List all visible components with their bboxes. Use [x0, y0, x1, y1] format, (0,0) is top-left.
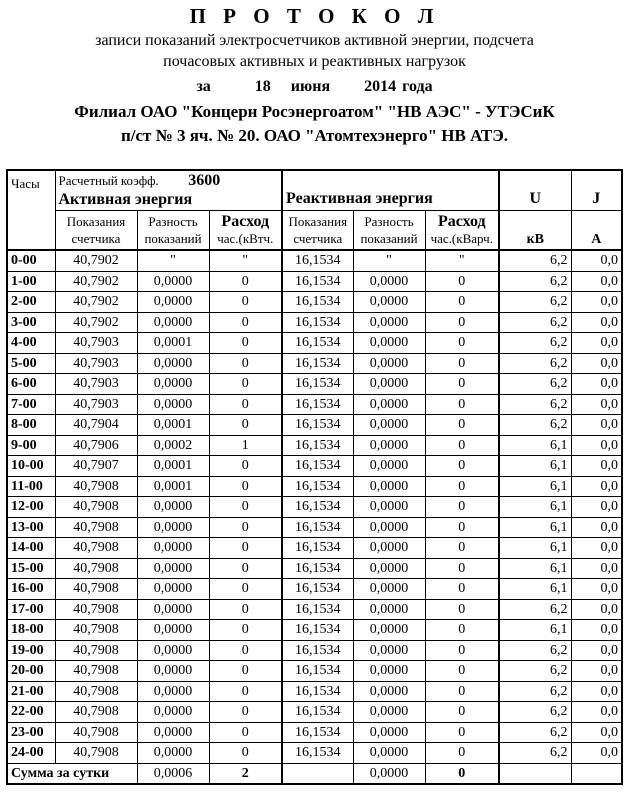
j-cell: 0,0	[571, 579, 622, 600]
reactive-diff-cell: 0,0000	[353, 681, 425, 702]
reactive-consumption-cell: 0	[425, 661, 499, 682]
u-cell: 6,2	[499, 292, 571, 313]
table-body	[7, 250, 622, 763]
reactive-reading-cell: 16,1534	[282, 456, 353, 477]
reactive-consumption-cell: 0	[425, 271, 499, 292]
total-reactive-diff: 0,0000	[353, 763, 425, 784]
table-row	[7, 743, 622, 764]
active-consumption-cell: 0	[209, 599, 282, 620]
coef-label: Расчетный коэфф.	[58, 173, 159, 188]
active-consumption-cell: 0	[209, 353, 282, 374]
document-title: П Р О Т О К О Л	[189, 4, 440, 28]
active-consumption-cell: 0	[209, 497, 282, 518]
u-cell: 6,2	[499, 722, 571, 743]
u-cell: 6,2	[499, 271, 571, 292]
active-diff-cell: 0,0000	[137, 579, 209, 600]
active-reading-cell: 40,7908	[55, 681, 137, 702]
j-cell: 0,0	[571, 743, 622, 764]
u-cell: 6,2	[499, 333, 571, 354]
reactive-energy-header: Реактивная энергия	[282, 170, 499, 211]
active-consumption-cell: 0	[209, 476, 282, 497]
reactive-consumption-cell: 0	[425, 456, 499, 477]
j-header: J	[571, 170, 622, 211]
hour-cell: 7-00	[7, 394, 55, 415]
active-diff-cell: 0,0000	[137, 394, 209, 415]
reactive-consumption-cell: 0	[425, 292, 499, 313]
j-cell: 0,0	[571, 702, 622, 723]
table-row	[7, 250, 622, 271]
branch-line: Филиал ОАО "Концерн Росэнергоатом" "НВ АЭС" - УТЭСиК	[74, 102, 555, 121]
total-j	[571, 763, 622, 784]
j-cell: 0,0	[571, 312, 622, 333]
active-reading-cell: 40,7904	[55, 415, 137, 436]
active-diff-cell: 0,0000	[137, 620, 209, 641]
substation-line: п/ст № 3 яч. № 20. ОАО "Атомтехэнерго" НВ АТЭ.	[120, 126, 509, 145]
total-active-diff: 0,0006	[137, 763, 209, 784]
u-cell: 6,2	[499, 743, 571, 764]
j-cell: 0,0	[571, 517, 622, 538]
reactive-reading-cell: 16,1534	[282, 353, 353, 374]
j-cell: 0,0	[571, 353, 622, 374]
reactive-diff-cell: 0,0000	[353, 722, 425, 743]
total-reactive-readings	[282, 763, 353, 784]
reactive-diff-cell: 0,0000	[353, 620, 425, 641]
active-reading-cell: 40,7906	[55, 435, 137, 456]
table-row	[7, 702, 622, 723]
j-cell: 0,0	[571, 722, 622, 743]
reactive-consumption-cell: 0	[425, 517, 499, 538]
hour-cell: 12-00	[7, 497, 55, 518]
j-cell: 0,0	[571, 661, 622, 682]
u-cell: 6,1	[499, 435, 571, 456]
active-reading-cell: 40,7903	[55, 353, 137, 374]
active-diff-cell: 0,0000	[137, 661, 209, 682]
u-cell: 6,1	[499, 517, 571, 538]
hour-cell: 23-00	[7, 722, 55, 743]
date-year: 2014 года	[364, 78, 433, 95]
hour-cell: 21-00	[7, 681, 55, 702]
u-cell: 6,2	[499, 353, 571, 374]
reactive-consumption-cell: 0	[425, 497, 499, 518]
active-diff-cell: 0,0000	[137, 702, 209, 723]
active-consumption-cell: 0	[209, 271, 282, 292]
active-diff-cell: 0,0000	[137, 517, 209, 538]
active-reading-cell: 40,7902	[55, 271, 137, 292]
hour-cell: 19-00	[7, 640, 55, 661]
hour-cell: 9-00	[7, 435, 55, 456]
hour-cell: 20-00	[7, 661, 55, 682]
reactive-diff-cell: 0,0000	[353, 292, 425, 313]
active-reading-cell: 40,7908	[55, 599, 137, 620]
active-reading-cell: 40,7903	[55, 333, 137, 354]
u-cell: 6,1	[499, 620, 571, 641]
table-row	[7, 661, 622, 682]
reactive-reading-cell: 16,1534	[282, 415, 353, 436]
active-reading-cell: 40,7908	[55, 558, 137, 579]
reactive-consumption-header	[425, 211, 499, 251]
reactive-consumption-bold: Расход	[437, 213, 486, 230]
active-consumption-header	[209, 211, 282, 251]
active-consumption-cell: 0	[209, 579, 282, 600]
active-reading-cell: 40,7903	[55, 374, 137, 395]
active-diff-cell: 0,0001	[137, 333, 209, 354]
hour-cell: 18-00	[7, 620, 55, 641]
j-cell: 0,0	[571, 292, 622, 313]
reactive-consumption-cell: 0	[425, 681, 499, 702]
hour-cell: 17-00	[7, 599, 55, 620]
j-unit: А	[571, 211, 622, 251]
u-cell: 6,2	[499, 661, 571, 682]
reactive-diff-cell: 0,0000	[353, 702, 425, 723]
reactive-consumption-cell: 0	[425, 374, 499, 395]
active-diff-cell: 0,0000	[137, 558, 209, 579]
reactive-diff-cell: 0,0000	[353, 640, 425, 661]
reactive-reading-cell: 16,1534	[282, 374, 353, 395]
active-diff-cell: 0,0000	[137, 681, 209, 702]
active-diff-cell: 0,0000	[137, 640, 209, 661]
hour-cell: 15-00	[7, 558, 55, 579]
j-cell: 0,0	[571, 271, 622, 292]
active-readings-header	[55, 211, 137, 251]
j-cell: 0,0	[571, 558, 622, 579]
hour-cell: 22-00	[7, 702, 55, 723]
reactive-diff-cell: 0,0000	[353, 394, 425, 415]
u-cell: 6,2	[499, 681, 571, 702]
active-reading-cell: 40,7908	[55, 579, 137, 600]
active-diff-cell: 0,0000	[137, 497, 209, 518]
reactive-diff-cell: 0,0000	[353, 661, 425, 682]
reactive-reading-cell: 16,1534	[282, 271, 353, 292]
u-cell: 6,2	[499, 250, 571, 271]
active-energy-title: Активная энергия	[58, 191, 193, 208]
j-cell: 0,0	[571, 374, 622, 395]
j-cell: 0,0	[571, 620, 622, 641]
reactive-consumption-cell: 0	[425, 415, 499, 436]
reactive-consumption-cell: 0	[425, 312, 499, 333]
reactive-consumption-cell: 0	[425, 538, 499, 559]
reactive-reading-cell: 16,1534	[282, 599, 353, 620]
reactive-consumption-cell: 0	[425, 579, 499, 600]
u-cell: 6,2	[499, 640, 571, 661]
active-consumption-cell: 0	[209, 558, 282, 579]
u-cell: 6,2	[499, 394, 571, 415]
u-header: U	[499, 170, 571, 211]
readings-table	[6, 169, 623, 785]
coef-value: 3600	[188, 172, 221, 189]
document-subtitle-line1: записи показаний электросчетчиков активной энергии, подсчета	[95, 32, 534, 49]
table-row	[7, 517, 622, 538]
reactive-consumption-cell: 0	[425, 722, 499, 743]
reactive-reading-cell: 16,1534	[282, 517, 353, 538]
table-row	[7, 394, 622, 415]
table-row	[7, 640, 622, 661]
reactive-reading-cell: 16,1534	[282, 722, 353, 743]
u-cell: 6,1	[499, 538, 571, 559]
table-row	[7, 681, 622, 702]
reactive-consumption-cell: 0	[425, 394, 499, 415]
hour-cell: 4-00	[7, 333, 55, 354]
reactive-diff-cell: 0,0000	[353, 558, 425, 579]
reactive-reading-cell: 16,1534	[282, 538, 353, 559]
j-cell: 0,0	[571, 250, 622, 271]
active-reading-cell: 40,7903	[55, 394, 137, 415]
active-reading-cell: 40,7902	[55, 250, 137, 271]
active-diff-cell: 0,0000	[137, 374, 209, 395]
active-consumption-cell: "	[209, 250, 282, 271]
total-u	[499, 763, 571, 784]
reactive-consumption-cell: "	[425, 250, 499, 271]
reactive-consumption-cell: 0	[425, 640, 499, 661]
reactive-consumption-cell: 0	[425, 743, 499, 764]
hour-cell: 1-00	[7, 271, 55, 292]
reactive-reading-cell: 16,1534	[282, 312, 353, 333]
j-cell: 0,0	[571, 599, 622, 620]
u-cell: 6,2	[499, 312, 571, 333]
active-consumption-cell: 0	[209, 661, 282, 682]
j-cell: 0,0	[571, 456, 622, 477]
reactive-reading-cell: 16,1534	[282, 558, 353, 579]
table-row	[7, 374, 622, 395]
u-cell: 6,1	[499, 497, 571, 518]
table-row	[7, 312, 622, 333]
u-cell: 6,1	[499, 579, 571, 600]
reactive-diff-cell: "	[353, 250, 425, 271]
active-reading-cell: 40,7908	[55, 620, 137, 641]
reactive-consumption-cell: 0	[425, 558, 499, 579]
reactive-consumption-cell: 0	[425, 476, 499, 497]
active-diff-header: Разность показаний	[137, 211, 209, 251]
table-row	[7, 579, 622, 600]
active-consumption-cell: 0	[209, 312, 282, 333]
reactive-diff-cell: 0,0000	[353, 271, 425, 292]
reactive-reading-cell: 16,1534	[282, 579, 353, 600]
reactive-diff-cell: 0,0000	[353, 312, 425, 333]
active-diff-cell: 0,0002	[137, 435, 209, 456]
reactive-reading-cell: 16,1534	[282, 497, 353, 518]
j-cell: 0,0	[571, 640, 622, 661]
active-diff-cell: 0,0000	[137, 722, 209, 743]
date-za: за	[196, 78, 211, 95]
hour-cell: 16-00	[7, 579, 55, 600]
reactive-consumption-cell: 0	[425, 333, 499, 354]
total-reactive-consumption: 0	[425, 763, 499, 784]
hour-cell: 14-00	[7, 538, 55, 559]
table-row	[7, 538, 622, 559]
active-diff-cell: 0,0000	[137, 271, 209, 292]
table-row	[7, 456, 622, 477]
reactive-diff-cell: 0,0000	[353, 497, 425, 518]
reactive-consumption-cell: 0	[425, 702, 499, 723]
table-row	[7, 722, 622, 743]
active-diff-cell: 0,0001	[137, 415, 209, 436]
active-reading-cell: 40,7908	[55, 661, 137, 682]
reactive-consumption-cell: 0	[425, 599, 499, 620]
reactive-reading-cell: 16,1534	[282, 292, 353, 313]
table-row	[7, 476, 622, 497]
reactive-reading-cell: 16,1534	[282, 435, 353, 456]
reactive-diff-cell: 0,0000	[353, 353, 425, 374]
active-diff-cell: "	[137, 250, 209, 271]
active-diff-cell: 0,0001	[137, 476, 209, 497]
active-reading-cell: 40,7908	[55, 743, 137, 764]
date-day: 18	[254, 78, 271, 95]
reactive-diff-cell: 0,0000	[353, 538, 425, 559]
document-subtitle-line2: почасовых активных и реактивных нагрузок	[163, 53, 466, 70]
table-row	[7, 353, 622, 374]
active-consumption-bold: Расход	[221, 213, 270, 230]
active-reading-cell: 40,7908	[55, 497, 137, 518]
table-row	[7, 497, 622, 518]
j-cell: 0,0	[571, 538, 622, 559]
u-cell: 6,1	[499, 558, 571, 579]
active-energy-header	[55, 170, 282, 211]
reactive-reading-cell: 16,1534	[282, 661, 353, 682]
j-cell: 0,0	[571, 415, 622, 436]
table-row	[7, 333, 622, 354]
u-cell: 6,1	[499, 476, 571, 497]
active-diff-cell: 0,0001	[137, 456, 209, 477]
active-diff-cell: 0,0000	[137, 538, 209, 559]
table-row	[7, 292, 622, 313]
reactive-reading-cell: 16,1534	[282, 333, 353, 354]
active-consumption-cell: 0	[209, 394, 282, 415]
active-reading-cell: 40,7908	[55, 722, 137, 743]
active-reading-cell: 40,7908	[55, 702, 137, 723]
reactive-reading-cell: 16,1534	[282, 620, 353, 641]
active-consumption-cell: 0	[209, 538, 282, 559]
j-cell: 0,0	[571, 497, 622, 518]
j-cell: 0,0	[571, 394, 622, 415]
reactive-reading-cell: 16,1534	[282, 743, 353, 764]
active-reading-cell: 40,7902	[55, 292, 137, 313]
active-consumption-cell: 0	[209, 333, 282, 354]
date-line	[0, 77, 629, 97]
reactive-diff-cell: 0,0000	[353, 456, 425, 477]
active-consumption-cell: 0	[209, 722, 282, 743]
j-cell: 0,0	[571, 476, 622, 497]
active-consumption-cell: 0	[209, 517, 282, 538]
reactive-reading-cell: 16,1534	[282, 640, 353, 661]
active-consumption-cell: 0	[209, 702, 282, 723]
hour-cell: 11-00	[7, 476, 55, 497]
active-reading-cell: 40,7908	[55, 517, 137, 538]
reactive-diff-cell: 0,0000	[353, 476, 425, 497]
reactive-consumption-cell: 0	[425, 353, 499, 374]
reactive-reading-cell: 16,1534	[282, 681, 353, 702]
reactive-diff-cell: 0,0000	[353, 599, 425, 620]
active-reading-cell: 40,7908	[55, 640, 137, 661]
active-diff-cell: 0,0000	[137, 353, 209, 374]
hour-cell: 0-00	[7, 250, 55, 271]
active-consumption-cell: 0	[209, 456, 282, 477]
hour-cell: 24-00	[7, 743, 55, 764]
reactive-diff-cell: 0,0000	[353, 374, 425, 395]
total-label: Сумма за сутки	[7, 763, 137, 784]
hour-cell: 8-00	[7, 415, 55, 436]
u-cell: 6,2	[499, 415, 571, 436]
active-consumption-cell: 1	[209, 435, 282, 456]
reactive-readings-header: Показания счетчика	[282, 211, 353, 251]
reactive-diff-cell: 0,0000	[353, 579, 425, 600]
reactive-consumption-cell: 0	[425, 435, 499, 456]
active-reading-cell: 40,7908	[55, 476, 137, 497]
hour-cell: 13-00	[7, 517, 55, 538]
u-cell: 6,2	[499, 702, 571, 723]
active-consumption-cell: 0	[209, 620, 282, 641]
reactive-reading-cell: 16,1534	[282, 250, 353, 271]
reactive-diff-header: Разность показаний	[353, 211, 425, 251]
u-cell: 6,1	[499, 456, 571, 477]
reactive-consumption-cell: 0	[425, 620, 499, 641]
hour-cell: 2-00	[7, 292, 55, 313]
j-cell: 0,0	[571, 435, 622, 456]
hours-header: Часы	[7, 170, 55, 250]
j-cell: 0,0	[571, 333, 622, 354]
table-row	[7, 271, 622, 292]
active-consumption-cell: 0	[209, 415, 282, 436]
hour-cell: 5-00	[7, 353, 55, 374]
hour-cell: 6-00	[7, 374, 55, 395]
date-month: июня	[290, 78, 331, 95]
reactive-diff-cell: 0,0000	[353, 517, 425, 538]
active-diff-cell: 0,0000	[137, 743, 209, 764]
total-active-consumption: 2	[209, 763, 282, 784]
table-row	[7, 558, 622, 579]
table-row	[7, 599, 622, 620]
u-cell: 6,2	[499, 374, 571, 395]
hour-cell: 3-00	[7, 312, 55, 333]
active-consumption-cell: 0	[209, 743, 282, 764]
total-row	[7, 763, 622, 784]
reactive-reading-cell: 16,1534	[282, 476, 353, 497]
active-readings-label: Показания счетчика	[66, 214, 126, 246]
active-consumption-cell: 0	[209, 681, 282, 702]
active-consumption-cell: 0	[209, 374, 282, 395]
active-diff-cell: 0,0000	[137, 599, 209, 620]
reactive-diff-cell: 0,0000	[353, 415, 425, 436]
active-consumption-cell: 0	[209, 640, 282, 661]
active-reading-cell: 40,7907	[55, 456, 137, 477]
active-reading-cell: 40,7902	[55, 312, 137, 333]
reactive-diff-cell: 0,0000	[353, 743, 425, 764]
active-diff-cell: 0,0000	[137, 292, 209, 313]
active-reading-cell: 40,7908	[55, 538, 137, 559]
active-diff-cell: 0,0000	[137, 312, 209, 333]
reactive-reading-cell: 16,1534	[282, 394, 353, 415]
table-row	[7, 415, 622, 436]
reactive-diff-cell: 0,0000	[353, 333, 425, 354]
hour-cell: 10-00	[7, 456, 55, 477]
table-row	[7, 620, 622, 641]
j-cell: 0,0	[571, 681, 622, 702]
active-consumption-unit: час.(кВтч.	[217, 231, 274, 246]
active-consumption-cell: 0	[209, 292, 282, 313]
u-unit: кВ	[499, 211, 571, 251]
reactive-reading-cell: 16,1534	[282, 702, 353, 723]
reactive-diff-cell: 0,0000	[353, 435, 425, 456]
reactive-consumption-unit: час.(кВарч.	[430, 231, 493, 246]
table-row	[7, 435, 622, 456]
u-cell: 6,2	[499, 599, 571, 620]
